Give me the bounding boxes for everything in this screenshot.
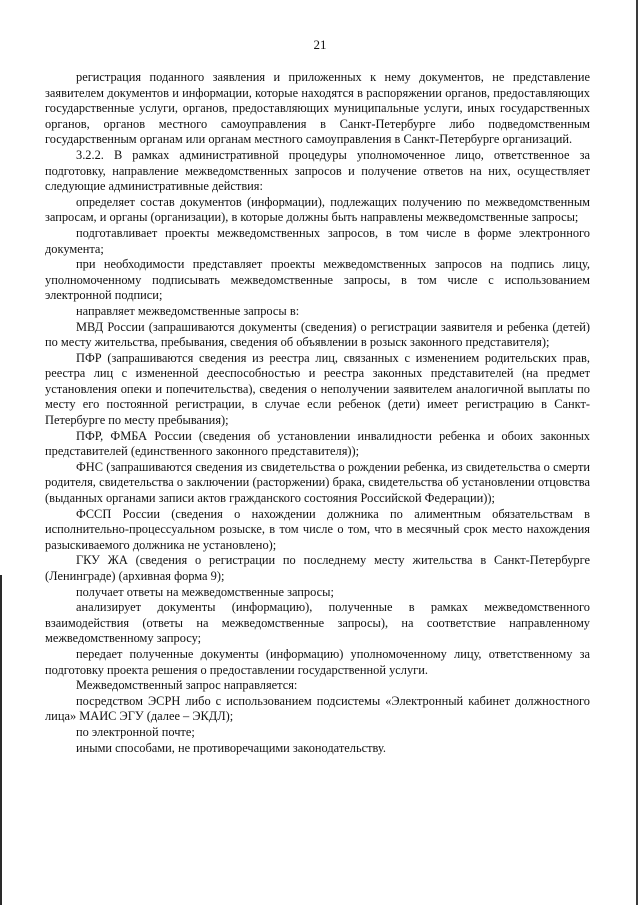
paragraph-analyzes: анализирует документы (информацию), полученные в рамках межведомственного взаимодействия (ответы на межведомственные запросы), на соответствие направленному межведомственному запросу; bbox=[45, 600, 590, 646]
scan-edge-left bbox=[0, 575, 2, 905]
page-number: 21 bbox=[313, 37, 327, 52]
paragraph-sends-requests: направляет межведомственные запросы в: bbox=[76, 303, 300, 318]
paragraph-other-ways: иными способами, не противоречащими законодательству. bbox=[76, 740, 386, 755]
paragraph-transfers: передает полученные документы (информацию) уполномоченному лицу, ответственному за подготовку проекта решения о предоставлении государственной услуги. bbox=[45, 646, 590, 677]
paragraph-request-sent: Межведомственный запрос направляется: bbox=[76, 678, 298, 693]
scan-edge-right bbox=[636, 0, 638, 905]
paragraph-pfr-fmba: ПФР, ФМБА России (сведения об установлении инвалидности ребенка и обоих законных представителей (единственного законного представителя)); bbox=[45, 428, 590, 459]
paragraph-3-2-2: 3.2.2. В рамках административной процедуры уполномоченное лицо, ответственное за подготовку, направление межведомственных запросов и получение ответов на них, осуществляет следующие административные действия: bbox=[45, 147, 590, 194]
document-body bbox=[45, 70, 590, 756]
paragraph-determines: определяет состав документов (информации), подлежащих получению по межведомственным запросам, и органы (организации), в которые должны быть направлены межведомственные запросы; bbox=[45, 194, 590, 225]
paragraph-prepares: подготавливает проекты межведомственных запросов, в том числе в форме электронного документа; bbox=[45, 225, 590, 256]
paragraph-email: по электронной почте; bbox=[76, 724, 195, 739]
paragraph-receives-answers: получает ответы на межведомственные запросы; bbox=[76, 584, 334, 599]
paragraph-fns: ФНС (запрашиваются сведения из свидетельства о рождении ребенка, из свидетельства о смерти родителя, свидетельства о заключении (расторжении) брака, свидетельства об установлении отцовства (выданных органами записи актов гражданского состояния Российской Федерации)); bbox=[45, 459, 590, 506]
paragraph-mvd: МВД России (запрашиваются документы (сведения) о регистрации заявителя и ребенка (детей) по месту жительства, пребывания, сведения об объявлении в розыск законного представителя); bbox=[45, 319, 590, 350]
paragraph-pfr: ПФР (запрашиваются сведения из реестра лиц, связанных с изменением родительских прав, реестра лиц с измененной дееспособностью и реестра законных представителей (на предмет установления опеки и попечительства), сведения о неполучении заявителем аналогичной выплаты по месту его постоянной регистрации, в случае если ребенок (дети) имеет регистрацию в Санкт-Петербурге по месту пребывания); bbox=[45, 350, 590, 428]
paragraph-registration: регистрация поданного заявления и приложенных к нему документов, не представление заявителем документов и информации, которые находятся в распоряжении органов, предоставляющих государственные услуги, органов, предоставляющих муниципальные услуги, иных государственных органов, органов местного самоуправления в Санкт-Петербурге либо подведомственным государственным органам или органам местного самоуправления в Санкт-Петербурге организаций. bbox=[45, 70, 590, 147]
paragraph-esrn: посредством ЭСРН либо с использованием подсистемы «Электронный кабинет должностного лица» МАИС ЭГУ (далее – ЭКДЛ); bbox=[45, 693, 590, 724]
paragraph-submits-signature: при необходимости представляет проекты межведомственных запросов на подпись лицу, уполномоченному подписывать межведомственные запросы, в том числе с использованием электронной подписи; bbox=[45, 257, 590, 303]
paragraph-fssp: ФССП России (сведения о нахождении должника по алиментным обязательствам в исполнительно-процессуальном розыске, в том числе о том, что в месячный срок место нахождения разыскиваемого должника не установлено); bbox=[45, 506, 590, 552]
paragraph-gku-zha: ГКУ ЖА (сведения о регистрации по последнему месту жительства в Санкт-Петербурге (Ленинграде) (архивная форма 9); bbox=[45, 553, 590, 583]
